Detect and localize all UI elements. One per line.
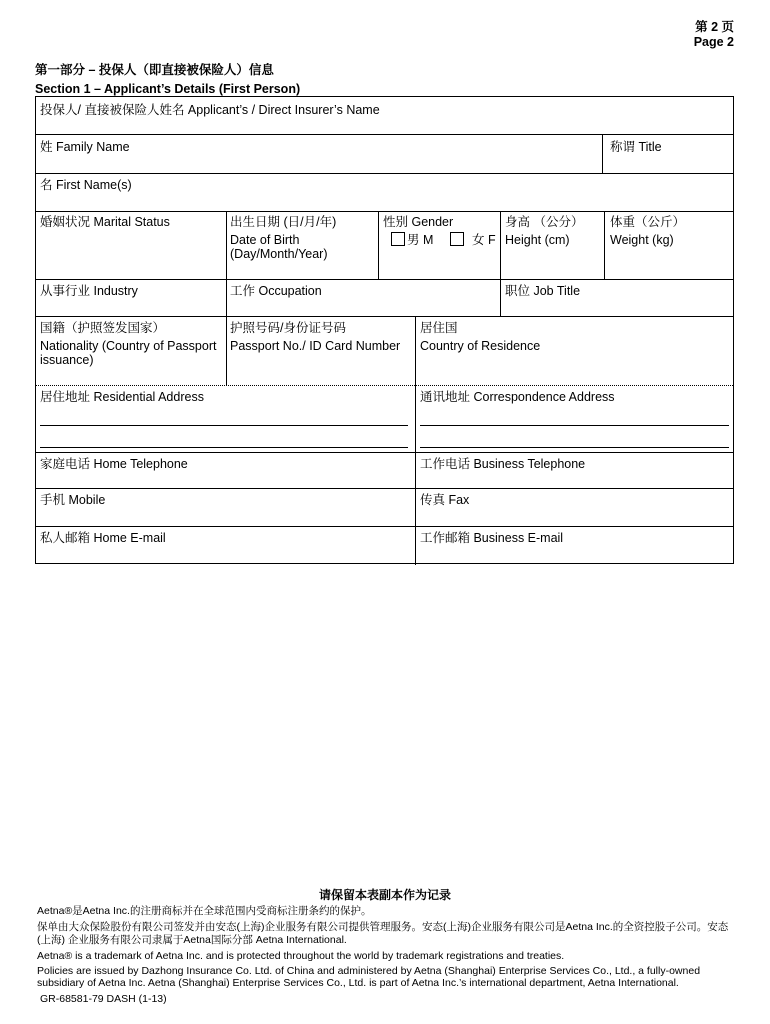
trademark-note-cn: Aetna®是Aetna Inc.的注册商标并在全球范围内受商标注册条约的保护。 bbox=[37, 905, 372, 917]
nationality-label-cn: 国籍（护照签发国家） bbox=[40, 321, 166, 335]
correspondence-address-line-2[interactable] bbox=[420, 447, 729, 448]
page-number bbox=[694, 20, 734, 50]
business-email-label: 工作邮箱 Business E-mail bbox=[420, 531, 564, 545]
residence-label-en: Country of Residence bbox=[420, 339, 541, 353]
row-divider bbox=[36, 173, 733, 174]
occupation-label: 工作 Occupation bbox=[230, 284, 322, 298]
col-divider bbox=[602, 134, 603, 173]
row-divider bbox=[36, 279, 733, 280]
page-number-en: Page 2 bbox=[693, 35, 734, 49]
height-label-cn: 身高 （公分） bbox=[505, 215, 584, 229]
row-divider bbox=[36, 316, 733, 317]
section-title-cn: 第一部分 – 投保人（即直接被保险人）信息 bbox=[35, 63, 274, 77]
gender-male-option[interactable] bbox=[391, 232, 433, 249]
policy-note-en-1: Policies are issued by Dazhong Insurance Co. Ltd. of China and administered by Aetna (Shanghai) Enterprise Services Co., Ltd., a fully-owned bbox=[37, 965, 701, 977]
col-divider bbox=[415, 385, 416, 565]
mobile-label: 手机 Mobile bbox=[40, 493, 106, 507]
policy-note-cn-1: 保单由大众保险股份有限公司签发并由安态(上海)企业服务有限公司提供管理服务。安态(上海)企业服务有限公司是Aetna Inc.的全资控股子公司。安态 bbox=[37, 921, 729, 933]
home-email-label: 私人邮箱 Home E-mail bbox=[40, 531, 166, 545]
policy-note-cn-2: (上海) 企业服务有限公司隶属于Aetna国际分部 Aetna International. bbox=[37, 934, 347, 946]
col-divider bbox=[378, 211, 379, 279]
col-divider bbox=[500, 279, 501, 316]
female-label: 女 F bbox=[472, 233, 496, 247]
marital-status-label: 婚姻状况 Marital Status bbox=[40, 215, 170, 229]
col-divider bbox=[226, 211, 227, 279]
gender-label: 性别 Gender bbox=[383, 215, 454, 229]
correspondence-address-line-1[interactable] bbox=[420, 425, 729, 426]
residential-address-label: 居住地址 Residential Address bbox=[40, 390, 204, 404]
job-title-label: 职位 Job Title bbox=[505, 284, 581, 298]
fax-label: 传真 Fax bbox=[420, 493, 470, 507]
row-divider bbox=[36, 211, 733, 212]
row-divider bbox=[36, 452, 733, 453]
page-number-cn: 第 2 页 bbox=[695, 20, 734, 34]
keep-copy-notice: 请保留本表副本作为记录 bbox=[318, 888, 451, 902]
col-divider bbox=[415, 316, 416, 385]
family-name-label: 姓 Family Name bbox=[40, 140, 130, 154]
weight-label-cn: 体重（公斤） bbox=[610, 215, 686, 229]
form-code: GR-68581-79 DASH (1-13) bbox=[40, 993, 167, 1005]
applicant-details-form bbox=[35, 96, 734, 564]
section-title-en: Section 1 – Applicant’s Details (First Person) bbox=[35, 82, 301, 96]
col-divider bbox=[226, 316, 227, 385]
nationality-label-en: Nationality (Country of Passport bbox=[40, 339, 217, 353]
industry-label: 从事行业 Industry bbox=[40, 284, 138, 298]
passport-label-en: Passport No./ ID Card Number bbox=[230, 339, 401, 353]
col-divider bbox=[604, 211, 605, 279]
row-divider bbox=[36, 488, 733, 489]
trademark-note-en: Aetna® is a trademark of Aetna Inc. and is protected throughout the world by trademark registrations and treaties. bbox=[37, 950, 565, 962]
dob-label-en: Date of Birth bbox=[230, 233, 300, 247]
home-telephone-label: 家庭电话 Home Telephone bbox=[40, 457, 188, 471]
row-divider bbox=[36, 526, 733, 527]
residential-address-line-2[interactable] bbox=[40, 447, 408, 448]
first-name-label: 名 First Name(s) bbox=[40, 178, 132, 192]
female-checkbox[interactable] bbox=[450, 232, 464, 246]
dob-format-label: (Day/Month/Year) bbox=[230, 247, 328, 261]
applicant-name-label: 投保人/ 直接被保险人姓名 Applicant’s / Direct Insurer’s Name bbox=[40, 103, 380, 117]
height-label-en: Height (cm) bbox=[505, 233, 570, 247]
row-divider bbox=[36, 385, 733, 386]
nationality-label-en-cont: issuance) bbox=[40, 353, 94, 367]
col-divider bbox=[226, 279, 227, 316]
row-divider bbox=[36, 134, 733, 135]
title-label: 称谓 Title bbox=[610, 140, 662, 154]
weight-label-en: Weight (kg) bbox=[610, 233, 674, 247]
correspondence-address-label: 通讯地址 Correspondence Address bbox=[420, 390, 615, 404]
policy-note-en-2: subsidiary of Aetna Inc. Aetna (Shanghai) Enterprise Services Co., Ltd. is part of Aetna Inc.’s international department, Aetna International. bbox=[37, 977, 679, 989]
dob-label-cn: 出生日期 (日/月/年) bbox=[230, 215, 337, 229]
residential-address-line-1[interactable] bbox=[40, 425, 408, 426]
residence-label-cn: 居住国 bbox=[420, 321, 458, 335]
gender-female-option[interactable] bbox=[450, 232, 496, 249]
passport-label-cn: 护照号码/身份证号码 bbox=[230, 321, 346, 335]
col-divider bbox=[500, 211, 501, 279]
business-telephone-label: 工作电话 Business Telephone bbox=[420, 457, 586, 471]
male-label: 男 M bbox=[407, 233, 434, 247]
male-checkbox[interactable] bbox=[391, 232, 405, 246]
